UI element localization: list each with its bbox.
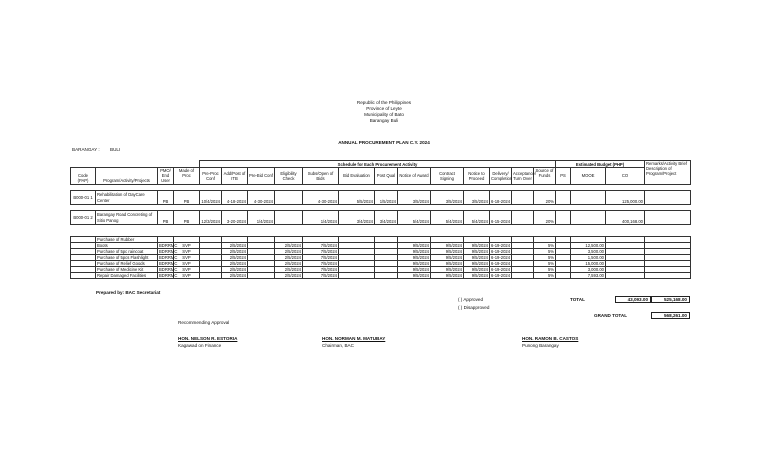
cell-open-bids: 7/5/2024 (303, 249, 339, 255)
cell-award: 9/5/2024 (398, 261, 431, 267)
cell-delivery: 6-19-2024 (491, 261, 511, 266)
purchases-table (70, 236, 691, 279)
cell-itb: 2/5/2024 (222, 261, 248, 267)
document-title: ANNUAL PROCUREMENT PLAN C.Y. 2024 (338, 140, 430, 145)
signatory-2-name: HON. NORMAN M. MATUBAY (322, 336, 386, 341)
grand-total (651, 312, 690, 319)
col-header-code: Code (PAP) (71, 168, 96, 185)
col-header-co: CO (606, 168, 645, 185)
signatory-1-name: HON. NELSON R. ESTORIA (178, 336, 238, 341)
cell-ps (556, 273, 571, 279)
signatory-1-role: Kagawad on Finance (178, 343, 222, 348)
cell-mooe: 7,593.00 (571, 273, 606, 279)
col-header-pmo: PMO/ End User (158, 168, 174, 185)
cell-open-bids: 7/5/2024 (303, 261, 339, 267)
cell-delivery: 6-19-2024 (491, 273, 511, 278)
cell-pre-proc (200, 273, 222, 279)
cell-pre-proc: 10/4/2024 (200, 191, 222, 205)
cell-delivery: 6-15-2024 (490, 211, 512, 225)
cell-ntp: 9/5/2024 (464, 267, 490, 273)
cell-mooe (571, 191, 606, 205)
cell-pmo: BDRRMC (159, 261, 178, 266)
col-header-open-bids: Subs/Open of Bids (303, 168, 339, 185)
header-line-1: Republic of the Philippines (356, 100, 412, 105)
cell-open-bids: 7/5/2024 (303, 255, 339, 261)
cell-program: Purchase of Relief Goods (96, 261, 158, 267)
cell-mode: SVP (174, 267, 200, 273)
cell-remarks (645, 273, 691, 279)
prepared-by: Prepared by: BAC Secretariat (96, 290, 161, 295)
col-header-delivery: Delivery/ Completion (490, 168, 512, 185)
cell-ntp: 9/5/2024 (464, 261, 490, 267)
cell-source: 5% (534, 267, 556, 273)
signatory-3-role: Punong Barangay (522, 343, 559, 348)
cell-award: 3/5/2024 (398, 191, 431, 205)
cell-ntp: 9/5/2024 (464, 249, 490, 255)
cell-code (71, 273, 96, 279)
cell-eligibility (275, 211, 303, 225)
cell-pmo: BDRRMC (159, 255, 178, 260)
cell-post-qual: 3/4/2024 (375, 211, 398, 225)
cell-pmo: BDRRMC (159, 243, 178, 248)
cell-signing: 9/5/2024 (431, 261, 464, 267)
col-header-ps: PS (556, 168, 571, 185)
cell-co: 125,000.00 (606, 191, 645, 205)
cell-mode: SVP (174, 249, 200, 255)
col-header-ntp: Notice to Proceed (464, 168, 490, 185)
cell-post-qual: 1/5/2024 (375, 191, 398, 205)
cell-program: Repair Damaged Facilities (96, 273, 158, 279)
purchase-rows (71, 237, 691, 279)
col-header-evaluation: Bid Evaluation (339, 168, 375, 185)
cell-award: 9/5/2024 (398, 267, 431, 273)
cell-evaluation: 3/4/2024 (339, 211, 375, 225)
cell-evaluation (339, 273, 375, 279)
cell-delivery: 6-19-2024 (491, 249, 511, 254)
cell-program: Barangay Road Concreting of Sitio Panog (96, 211, 158, 225)
cell-eligibility: 2/5/2024 (275, 255, 303, 261)
cell-itb: 4-18-2024 (222, 191, 248, 205)
cell-ntp: 5/4/2024 (464, 211, 490, 225)
cell-itb: 2/5/2024 (222, 273, 248, 279)
cell-source: 20% (534, 211, 556, 225)
cell-open-bids: 1/4/2024 (303, 211, 339, 225)
cell-signing: 5/4/2024 (431, 211, 464, 225)
header-line-4: Barangay Buli (369, 118, 399, 123)
cell-pmo: BDRRMC (159, 273, 178, 278)
cell-pre-bid: 1/4/2024 (248, 211, 275, 225)
col-header-award: Notice of Award (398, 168, 431, 185)
document-header (0, 100, 768, 124)
col-header-mode: Made of Proc (174, 168, 200, 185)
cell-itb: 2/5/2024 (222, 255, 248, 261)
signatory-2-role: Chairman, BAC (322, 343, 354, 348)
schedule-group-header: Schedule for Each Procurement Activity (200, 161, 556, 168)
signatory-3-name: HON. RAMON B. CASTOS (522, 336, 579, 341)
col-header-signing: Contract Signing (431, 168, 464, 185)
cell-program: Purchase of Rubber (96, 237, 158, 243)
total-mooe (615, 296, 651, 303)
cell-program: Boots (96, 243, 158, 249)
cell-ntp: 9/5/2024 (464, 273, 490, 279)
cell-source: 5% (534, 249, 556, 255)
cell-remarks (645, 211, 691, 225)
cell-mooe: 3,500.00 (571, 249, 606, 255)
cell-open-bids: 7/5/2024 (303, 267, 339, 273)
cell-code: B000-01 2 (71, 211, 96, 225)
cell-remarks (645, 191, 691, 205)
cell-ntp: 9/5/2024 (464, 243, 490, 249)
cell-ntp: 9/5/2024 (464, 255, 490, 261)
cell-mooe: 12,500.00 (571, 243, 606, 249)
cell-evaluation: 5/5/2024 (339, 191, 375, 205)
cell-signing: 3/5/2024 (431, 191, 464, 205)
cell-acceptance (512, 211, 534, 225)
col-header-mooe: MOOE (571, 168, 606, 185)
cell-mode: PB (174, 191, 200, 205)
cell-delivery: 6-19-2024 (491, 243, 511, 248)
cell-program: Rehabilitation of DayCare Center (96, 191, 158, 205)
col-header-itb: Add/Post of ITB (222, 168, 248, 185)
cell-ps (556, 211, 571, 225)
cell-delivery: 6-19-2024 (491, 255, 511, 260)
cell-source: 5% (534, 273, 556, 279)
header-line-2: Province of Leyte (366, 106, 402, 111)
cell-signing: 9/5/2024 (431, 249, 464, 255)
cell-award: 9/5/2024 (398, 243, 431, 249)
barangay-value: BULI (110, 147, 121, 152)
procurement-header-table (70, 160, 691, 185)
cell-award: 5/4/2024 (398, 211, 431, 225)
col-header-source: Source of Funds (534, 168, 556, 185)
cell-pre-bid: 4-30-2024 (248, 191, 275, 205)
cell-co (606, 273, 645, 279)
projects-table (70, 190, 691, 225)
cell-pmo: BDRRMC (159, 267, 178, 272)
cell-signing: 9/5/2024 (431, 243, 464, 249)
col-header-remarks: Remarks/Activity Brief Description of Program/Project (645, 161, 691, 185)
col-header-eligibility: Eligibility Check (275, 168, 303, 185)
cell-open-bids: 7/5/2024 (303, 273, 339, 279)
total-label: TOTAL (570, 297, 585, 302)
approved-option[interactable]: ( ) Approved (458, 297, 484, 302)
total-co (651, 296, 690, 303)
cell-itb: 3-20-2024 (222, 211, 248, 225)
cell-mode: SVP (174, 273, 200, 279)
cell-pmo: PB (158, 191, 174, 205)
cell-source: 5% (534, 243, 556, 249)
cell-co: 400,168.00 (606, 211, 645, 225)
cell-itb: 2/5/2024 (222, 267, 248, 273)
cell-mode: SVP (174, 255, 200, 261)
cell-ntp: 3/5/2024 (464, 191, 490, 205)
cell-program: Purchase of Medicine Kit (96, 267, 158, 273)
cell-source: 5% (534, 261, 556, 267)
cell-source: 5% (534, 255, 556, 261)
col-header-pre-bid: Pre-Bid Conf (248, 168, 275, 185)
cell-post-qual (375, 273, 398, 279)
disapproved-option[interactable]: ( ) Disapproved (458, 305, 490, 310)
cell-open-bids: 4-30-2024 (303, 191, 339, 205)
total-mooe-value: 43,093.00 (615, 296, 651, 303)
cell-code: B000-01 1 (71, 191, 96, 205)
cell-signing: 9/5/2024 (431, 267, 464, 273)
cell-mode: SVP (174, 261, 200, 267)
barangay-label: BARANGAY : (72, 147, 100, 152)
budget-group-header: Estimated Budget (PHP) (556, 161, 645, 168)
cell-pmo: BDRRMC (159, 249, 178, 254)
total-co-value: 525,168.00 (651, 296, 690, 303)
table-row (71, 211, 691, 225)
cell-mooe: 1,500.00 (571, 255, 606, 261)
cell-eligibility (275, 191, 303, 205)
cell-mode: SVP (174, 243, 200, 249)
col-header-post-qual: Post Qual (375, 168, 398, 185)
cell-award: 9/5/2024 (398, 273, 431, 279)
table-row (71, 191, 691, 205)
cell-pmo: PB (158, 211, 174, 225)
cell-signing: 9/5/2024 (431, 255, 464, 261)
cell-eligibility: 2/5/2024 (275, 261, 303, 267)
cell-delivery: 6-19-2024 (491, 267, 511, 272)
cell-acceptance (512, 273, 534, 279)
cell-eligibility: 2/5/2024 (275, 273, 303, 279)
cell-open-bids: 7/5/2024 (303, 243, 339, 249)
cell-award: 9/5/2024 (398, 249, 431, 255)
col-header-program: Program/Activity/Projects (96, 168, 158, 185)
grand-total-label: GRAND TOTAL (594, 313, 628, 318)
cell-pre-bid (248, 273, 275, 279)
cell-pre-proc: 12/3/2024 (200, 211, 222, 225)
cell-delivery: 6-18-2024 (490, 191, 512, 205)
cell-ps (556, 191, 571, 205)
cell-acceptance (512, 191, 534, 205)
grand-total-value: 568,261.00 (651, 312, 690, 319)
col-header-pre-proc: Pre-Proc Conf (200, 168, 222, 185)
cell-mode: PB (174, 211, 200, 225)
cell-eligibility: 2/5/2024 (275, 249, 303, 255)
cell-award: 9/5/2024 (398, 255, 431, 261)
cell-eligibility: 2/5/2024 (275, 267, 303, 273)
cell-mooe: 15,000.00 (571, 261, 606, 267)
cell-itb: 2/5/2024 (222, 243, 248, 249)
col-header-acceptance: Acceptance/ Turn Over (512, 168, 534, 185)
cell-signing: 9/5/2024 (431, 273, 464, 279)
cell-source: 20% (534, 191, 556, 205)
header-line-3: Municipality of Bato (364, 112, 404, 117)
cell-program: Purchase of 5pcs Flashlight (96, 255, 158, 261)
recommending-approval: Recommending Approval (178, 320, 230, 325)
cell-mooe: 3,000.00 (571, 267, 606, 273)
table-row (71, 273, 691, 279)
cell-itb: 2/5/2024 (222, 249, 248, 255)
cell-mooe (571, 211, 606, 225)
cell-program: Purchase of 5pc raincoat (96, 249, 158, 255)
cell-eligibility: 2/5/2024 (275, 243, 303, 249)
